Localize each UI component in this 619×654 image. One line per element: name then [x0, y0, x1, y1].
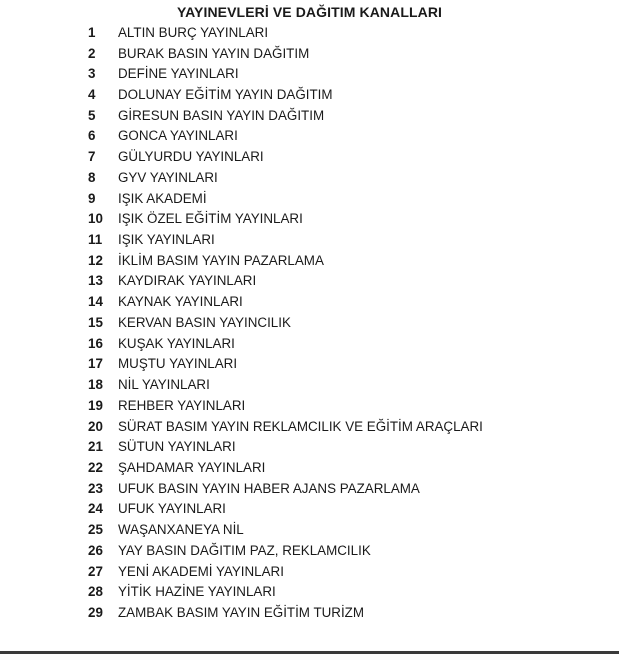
list-item [88, 22, 483, 43]
publisher-name: IŞIK YAYINLARI [118, 232, 215, 248]
list-item [88, 208, 483, 229]
publisher-name: YAY BASIN DAĞITIM PAZ, REKLAMCILIK [118, 542, 371, 558]
list-item [88, 146, 483, 167]
item-number: 22 [88, 459, 103, 475]
list-item [88, 167, 483, 188]
list-item [88, 395, 483, 416]
item-number: 20 [88, 418, 103, 434]
item-number: 3 [88, 66, 96, 82]
item-number: 5 [88, 107, 96, 123]
publisher-name: YENİ AKADEMİ YAYINLARI [118, 563, 284, 579]
list-item [88, 333, 483, 354]
publisher-name: UFUK YAYINLARI [118, 501, 226, 517]
item-number: 21 [88, 439, 103, 455]
publisher-name: KUŞAK YAYINLARI [118, 335, 235, 351]
list-item [88, 374, 483, 395]
publisher-name: WAŞANXANEYA NİL [118, 522, 244, 538]
item-number: 7 [88, 149, 96, 165]
publisher-name: GÜLYURDU YAYINLARI [118, 149, 264, 165]
list-item [88, 499, 483, 520]
item-number: 17 [88, 356, 103, 372]
item-number: 27 [88, 563, 103, 579]
list-item [88, 271, 483, 292]
publisher-name: REHBER YAYINLARI [118, 397, 246, 413]
item-number: 15 [88, 314, 103, 330]
list-item [88, 561, 483, 582]
list-item [88, 84, 483, 105]
item-number: 14 [88, 294, 103, 310]
publisher-name: DEFİNE YAYINLARI [118, 66, 239, 82]
publisher-name: NİL YAYINLARI [118, 377, 210, 393]
item-number: 23 [88, 480, 103, 496]
item-number: 26 [88, 542, 103, 558]
item-number: 4 [88, 87, 96, 103]
list-item [88, 291, 483, 312]
publisher-name: ŞAHDAMAR YAYINLARI [118, 459, 266, 475]
publisher-name: DOLUNAY EĞİTİM YAYIN DAĞITIM [118, 87, 333, 103]
list-item [88, 602, 483, 623]
item-number: 18 [88, 377, 103, 393]
item-number: 16 [88, 335, 103, 351]
publisher-name: SÜTUN YAYINLARI [118, 439, 236, 455]
list-item [88, 63, 483, 84]
item-number: 19 [88, 397, 103, 413]
publisher-name: SÜRAT BASIM YAYIN REKLAMCILIK VE EĞİTİM ARAÇLARI [118, 418, 483, 434]
publisher-list [88, 22, 483, 623]
publisher-name: BURAK BASIN YAYIN DAĞITIM [118, 45, 310, 61]
item-number: 29 [88, 604, 103, 620]
list-item [88, 540, 483, 561]
list-item [88, 581, 483, 602]
list-item [88, 519, 483, 540]
publisher-name: MUŞTU YAYINLARI [118, 356, 238, 372]
item-number: 6 [88, 128, 96, 144]
list-item [88, 105, 483, 126]
item-number: 12 [88, 252, 103, 268]
list-item [88, 416, 483, 437]
publisher-name: IŞIK ÖZEL EĞİTİM YAYINLARI [118, 211, 303, 227]
publisher-name: IŞIK AKADEMİ [118, 190, 207, 206]
document-title: YAYINEVLERİ VE DAĞITIM KANALLARI [176, 4, 443, 20]
publisher-name: GYV YAYINLARI [118, 169, 218, 185]
publisher-name: ZAMBAK BASIM YAYIN EĞİTİM TURİZM [118, 604, 365, 620]
list-item [88, 478, 483, 499]
item-number: 2 [88, 45, 96, 61]
publisher-name: YİTİK HAZİNE YAYINLARI [118, 584, 276, 600]
item-number: 9 [88, 190, 96, 206]
list-item [88, 188, 483, 209]
publisher-name: KERVAN BASIN YAYINCILIK [118, 314, 291, 330]
item-number: 8 [88, 169, 96, 185]
list-item [88, 43, 483, 64]
list-item [88, 312, 483, 333]
publisher-name: KAYDIRAK YAYINLARI [118, 273, 257, 289]
list-item [88, 229, 483, 250]
publisher-name: KAYNAK YAYINLARI [118, 294, 243, 310]
item-number: 28 [88, 584, 103, 600]
item-number: 13 [88, 273, 103, 289]
list-item [88, 126, 483, 147]
publisher-name: GİRESUN BASIN YAYIN DAĞITIM [118, 107, 325, 123]
publisher-name: GONCA YAYINLARI [118, 128, 238, 144]
list-item [88, 436, 483, 457]
item-number: 10 [88, 211, 103, 227]
publisher-name: İKLİM BASIM YAYIN PAZARLAMA [118, 252, 324, 268]
list-item [88, 354, 483, 375]
publisher-name: UFUK BASIN YAYIN HABER AJANS PAZARLAMA [118, 480, 420, 496]
list-item [88, 457, 483, 478]
item-number: 24 [88, 501, 103, 517]
item-number: 11 [88, 232, 103, 248]
publisher-name: ALTIN BURÇ YAYINLARI [118, 24, 269, 40]
item-number: 25 [88, 522, 103, 538]
item-number: 1 [88, 24, 96, 40]
list-item [88, 250, 483, 271]
